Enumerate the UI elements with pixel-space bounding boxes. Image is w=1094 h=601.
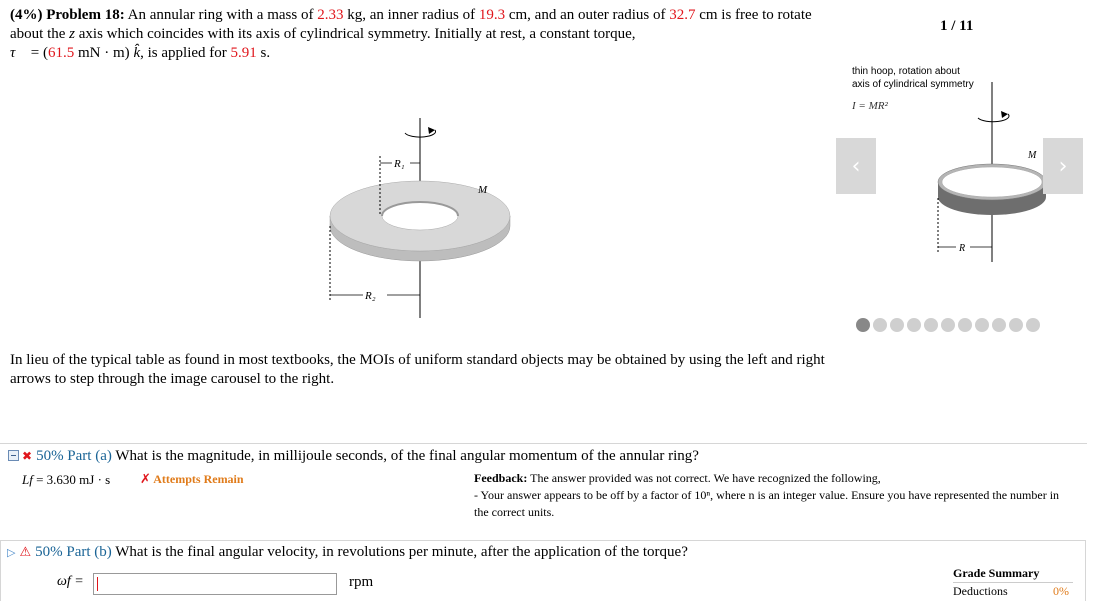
part-b-header[interactable] (7, 544, 688, 561)
torque-unit: mN · m) (78, 45, 130, 61)
carousel-dot[interactable] (924, 318, 938, 332)
carousel-instructions: In lieu of the typical table as found in most textbooks, the MOIs of uniform standard objects may be obtained by using the left and right arrows to step through the image carousel to the right. (10, 352, 825, 387)
omega-f-input[interactable] (93, 573, 337, 595)
moi-image-carousel (836, 60, 1088, 340)
lf-symbol: Lf (22, 472, 33, 487)
problem-weight: (4%) (10, 7, 43, 23)
problem-text-1: An annular ring with a mass of (127, 7, 314, 23)
outer-radius-value: 32.7 (669, 7, 696, 23)
carousel-dot[interactable] (856, 318, 870, 332)
rpm-unit: rpm (349, 574, 374, 590)
caption-line-2: axis of cylindrical symmetry (852, 79, 974, 90)
annular-ring-figure (320, 118, 540, 328)
z-symbol: z (69, 26, 75, 42)
grade-summary-title: Grade Summary (953, 566, 1040, 580)
carousel-dot[interactable] (958, 318, 972, 332)
problem-text-6: , is applied for (140, 45, 227, 61)
carousel-dot[interactable] (1009, 318, 1023, 332)
carousel-dots (856, 318, 1040, 332)
part-a-section (0, 444, 1088, 536)
problem-text-2: kg, an inner radius of (347, 7, 476, 23)
part-a-question: What is the magnitude, in millijoule seconds, of the final angular momentum of the annular ring? (115, 448, 699, 464)
carousel-dot[interactable] (907, 318, 921, 332)
part-b-title[interactable]: 50% Part (b) (35, 544, 112, 560)
expand-triangle-icon[interactable]: ▷ (7, 546, 16, 559)
time-value: 5.91 (230, 45, 257, 61)
part-b-question: What is the final angular velocity, in revolutions per minute, after the application of the torque? (115, 544, 688, 560)
part-b-section (0, 540, 1086, 601)
mass-value: 2.33 (317, 7, 344, 23)
problem-statement (10, 6, 825, 63)
torque-value: 61.5 (48, 45, 75, 61)
carousel-dot[interactable] (992, 318, 1006, 332)
tau-symbol: τ⃗ (10, 45, 28, 61)
part-a-header[interactable] (8, 448, 699, 465)
part-a-answer-value: = 3.630 mJ · s (36, 472, 111, 487)
k-hat-symbol: k̂ (133, 45, 141, 61)
problem-counter: 1 / 11 (940, 18, 974, 34)
equals-paren: = ( (30, 45, 49, 61)
feedback-text-1: The answer provided was not correct. We have recognized the following, (530, 471, 881, 485)
moi-formula: I = MR² (852, 100, 888, 112)
part-a-title[interactable]: 50% Part (a) (36, 448, 112, 464)
problem-text-3: cm, and an outer radius of (508, 7, 666, 23)
collapse-icon[interactable] (8, 450, 19, 461)
cross-mark-icon: ✖ (22, 449, 33, 463)
feedback-label: Feedback: (474, 471, 528, 485)
deductions-label: Deductions (953, 584, 1008, 598)
carousel-prev-button[interactable]: ‹ (836, 138, 876, 194)
problem-text-7: s. (260, 45, 271, 61)
x-icon: ✗ (140, 472, 151, 487)
carousel-dot[interactable] (941, 318, 955, 332)
problem-text-5: axis which coincides with its axis of cylindrical symmetry. Initially at rest, a constant torque, (78, 26, 636, 42)
part-a-answer (22, 472, 110, 488)
warning-icon: ⚠ (19, 545, 32, 560)
feedback-box (474, 470, 1074, 521)
attempts-remain (140, 472, 244, 487)
carousel-dot[interactable] (975, 318, 989, 332)
inner-radius-value: 19.3 (478, 7, 506, 23)
hoop-r-label: R (959, 243, 966, 254)
r2-label: R₂ (365, 290, 376, 302)
problem-text-4: cm is free to rotate about the (10, 7, 812, 42)
hoop-m-label: M (1028, 150, 1037, 161)
carousel-next-button[interactable]: › (1043, 138, 1083, 194)
omega-f-label: ωf = (57, 574, 84, 589)
carousel-dot[interactable] (873, 318, 887, 332)
mass-label: M (478, 184, 488, 196)
carousel-dot[interactable] (1026, 318, 1040, 332)
feedback-text-2: - Your answer appears to be off by a factor of 10ⁿ, where n is an integer value. Ensure you have represented the number in the correct units. (474, 488, 1060, 519)
grade-summary (953, 565, 1073, 600)
r1-label: R₁ (394, 158, 405, 170)
attempts-text: Attempts Remain (153, 472, 244, 486)
deductions-percent: 0% (1053, 584, 1069, 598)
problem-number: Problem 18: (46, 7, 125, 23)
caption-line-1: thin hoop, rotation about (852, 66, 960, 77)
carousel-dot[interactable] (890, 318, 904, 332)
